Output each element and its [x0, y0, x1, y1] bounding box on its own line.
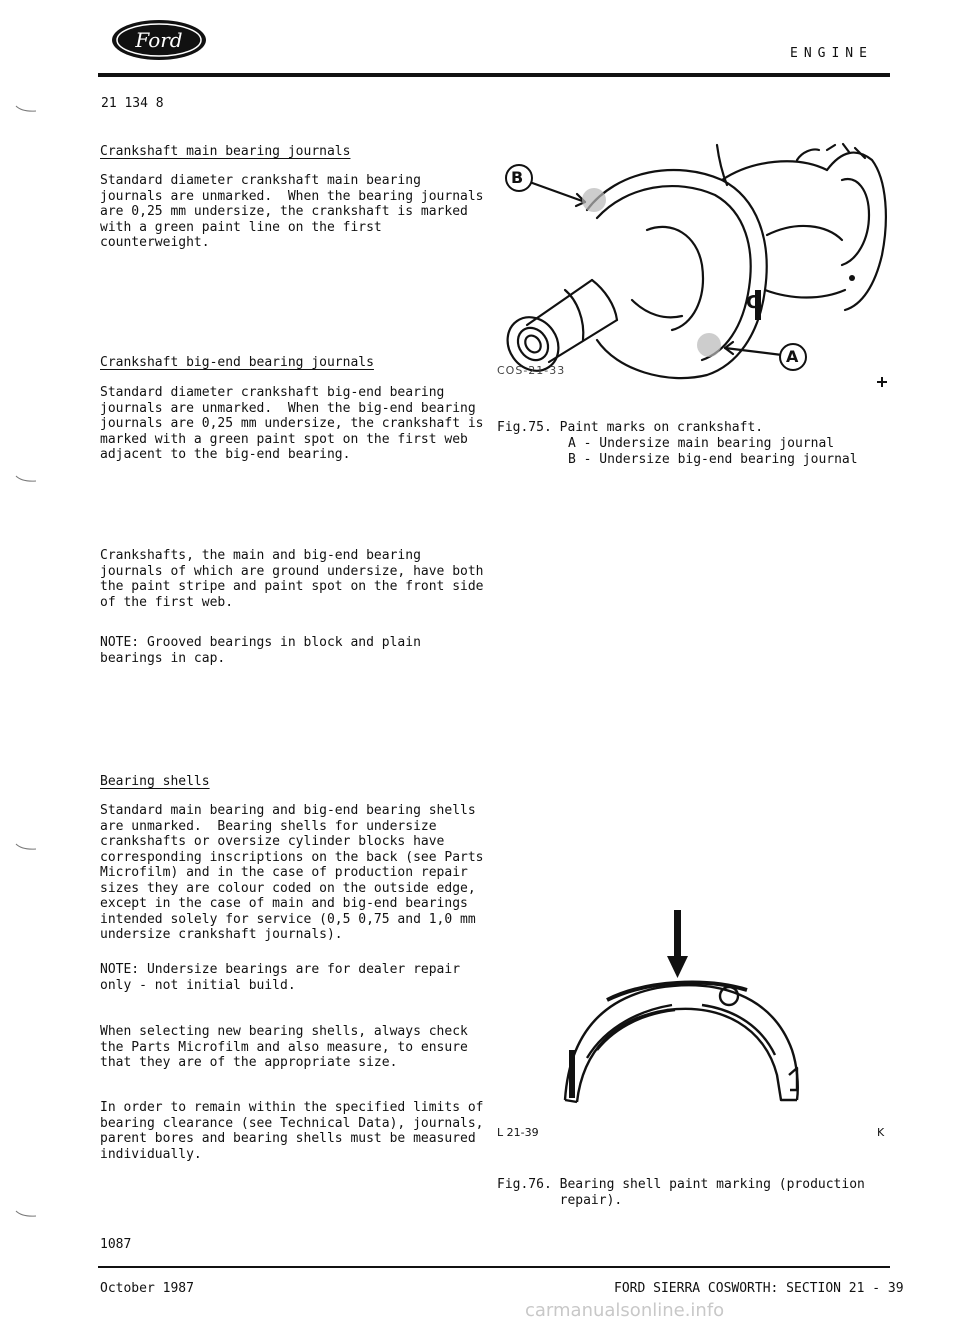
heading-bigend-journals: Crankshaft big-end bearing journals [100, 355, 374, 370]
paragraph-main-journals: Standard diameter crankshaft main bearing journals are unmarked. When the bearing journals are 0,25 mm undersize, the crankshaft is marked with a green paint line on the first counterweight. [100, 173, 484, 250]
note-undersize-bearings: NOTE: Undersize bearings are for dealer repair only - not initial build. [100, 962, 461, 993]
paragraph-both-undersize: Crankshafts, the main and big-end bearing journals of which are ground undersize, have both the paint stripe and paint spot on the front side of the first web. [100, 548, 484, 610]
footer-rule [98, 1266, 890, 1268]
label-a: A [786, 347, 799, 366]
paragraph-bigend-journals: Standard diameter crankshaft big-end bearing journals are unmarked. When the big-end bearing journals are 0,25 mm undersize, the crankshaft is marked with a green paint spot on the first web adjacent to the big-end bearing. [100, 385, 484, 462]
page-code: 1087 [100, 1237, 132, 1252]
section-title: ENGINE [790, 46, 873, 61]
figure-76-corner-mark: K [877, 1126, 885, 1139]
footer-title: FORD SIERRA COSWORTH: SECTION 21 - 39 [614, 1281, 904, 1296]
figure-75-legend-a: A - Undersize main bearing journal [568, 436, 835, 451]
watermark-text: carmanualsonline.info [525, 1300, 725, 1321]
figure-75-code: COS-21-33 [497, 364, 566, 377]
margin-mark [14, 843, 38, 851]
document-number: 21 134 8 [101, 96, 164, 111]
svg-text:Ford: Ford [135, 28, 183, 52]
margin-mark [14, 105, 38, 113]
bearing-shell-illustration [497, 800, 892, 1142]
figure-76-caption: Fig.76. Bearing shell paint marking (production repair). [497, 1177, 865, 1208]
heading-main-journals: Crankshaft main bearing journals [100, 144, 351, 159]
ford-logo [110, 18, 208, 62]
note-grooved-bearings: NOTE: Grooved bearings in block and plain bearings in cap. [100, 635, 421, 666]
margin-mark [14, 1210, 38, 1218]
paragraph-clearance-limits: In order to remain within the specified limits of bearing clearance (see Technical Data), journals, parent bores and bearing shells must be measured individually. [100, 1100, 484, 1162]
paragraph-selecting-shells: When selecting new bearing shells, always check the Parts Microfilm and also measure, to ensure that they are of the appropriate size. [100, 1024, 468, 1070]
figure-75-caption: Fig.75. Paint marks on crankshaft. [497, 420, 764, 435]
figure-76-code: L 21-39 [497, 1126, 539, 1139]
margin-mark [14, 475, 38, 483]
paragraph-bearing-shells: Standard main bearing and big-end bearing shells are unmarked. Bearing shells for undersize crankshafts or oversize cylinder blocks have corresponding inscriptions on the back (see Parts Microfilm) and in the case of production repair sizes they are colour coded on the outside edge, except in the case of main and big-end bearings intended solely for service (0,5 0,75 and 1,0 mm undersize crankshaft journals). [100, 803, 484, 942]
footer-date: October 1987 [100, 1281, 194, 1296]
figure-75-legend-b: B - Undersize big-end bearing journal [568, 452, 858, 467]
heading-bearing-shells: Bearing shells [100, 774, 210, 789]
label-c: C [746, 292, 760, 313]
header-rule [98, 73, 890, 77]
label-b: B [511, 168, 524, 187]
crankshaft-illustration [497, 140, 892, 398]
